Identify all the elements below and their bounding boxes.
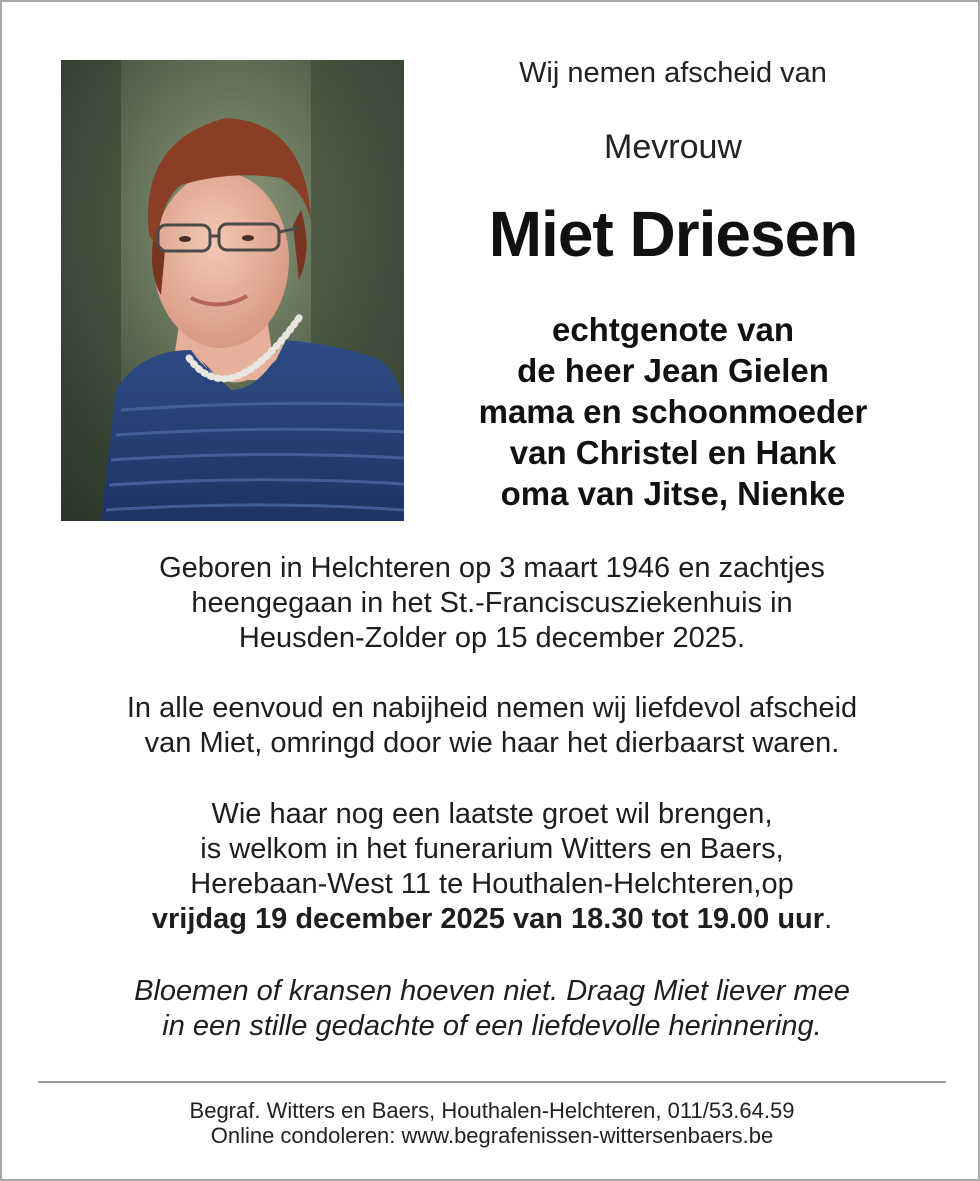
portrait-photo <box>61 60 404 521</box>
text-line: heengegaan in het St.-Franciscusziekenhuis in <box>191 587 793 619</box>
deceased-name: Miet Driesen <box>488 198 858 270</box>
visitation-time: vrijdag 19 december 2025 van 18.30 tot 19.00 uur <box>151 903 825 935</box>
text-line: Wie haar nog een laatste groet wil brengen, <box>211 798 773 830</box>
text-line: In alle eenvoud en nabijheid nemen wij liefdevol afscheid <box>126 692 858 724</box>
text-line: is welkom in het funerarium Witters en Baers, <box>200 833 784 865</box>
text-line: Geboren in Helchteren op 3 maart 1946 en zachtjes <box>159 552 825 584</box>
footer-divider <box>38 1081 946 1083</box>
text-line: Bloemen of kransen hoeven niet. Draag Miet liever mee <box>134 975 850 1007</box>
relation-line: echtgenote van <box>551 311 795 348</box>
footer <box>42 1098 942 1148</box>
honorific-title: Mevrouw <box>604 128 742 166</box>
text-line: in een stille gedachte of een liefdevolle herinnering. <box>162 1010 822 1042</box>
visitation-time-period: . <box>824 903 833 935</box>
relation-line: oma van Jitse, Nienke <box>500 475 846 512</box>
visitation-paragraph <box>42 797 942 937</box>
text-line: van Miet, omringd door wie haar het dierbaarst waren. <box>144 727 840 759</box>
relation-line: mama en schoonmoeder <box>478 393 868 430</box>
flowers-paragraph <box>42 974 942 1044</box>
birth-paragraph <box>42 551 942 656</box>
visitation-time-line <box>42 902 942 937</box>
funeral-home-contact: Begraf. Witters en Baers, Houthalen-Helchteren, 011/53.64.59 <box>189 1098 795 1123</box>
text-line: Herebaan-West 11 te Houthalen-Helchteren,op <box>190 868 794 900</box>
farewell-paragraph <box>42 691 942 761</box>
intro-line: Wij nemen afscheid van <box>519 57 827 89</box>
relation-line: van Christel en Hank <box>509 434 837 471</box>
relations-block <box>414 309 932 514</box>
text-line: Heusden-Zolder op 15 december 2025. <box>238 622 746 654</box>
relation-line: de heer Jean Gielen <box>517 352 829 389</box>
online-condolence-line: Online condoleren: www.begrafenissen-wittersenbaers.be <box>210 1123 774 1148</box>
